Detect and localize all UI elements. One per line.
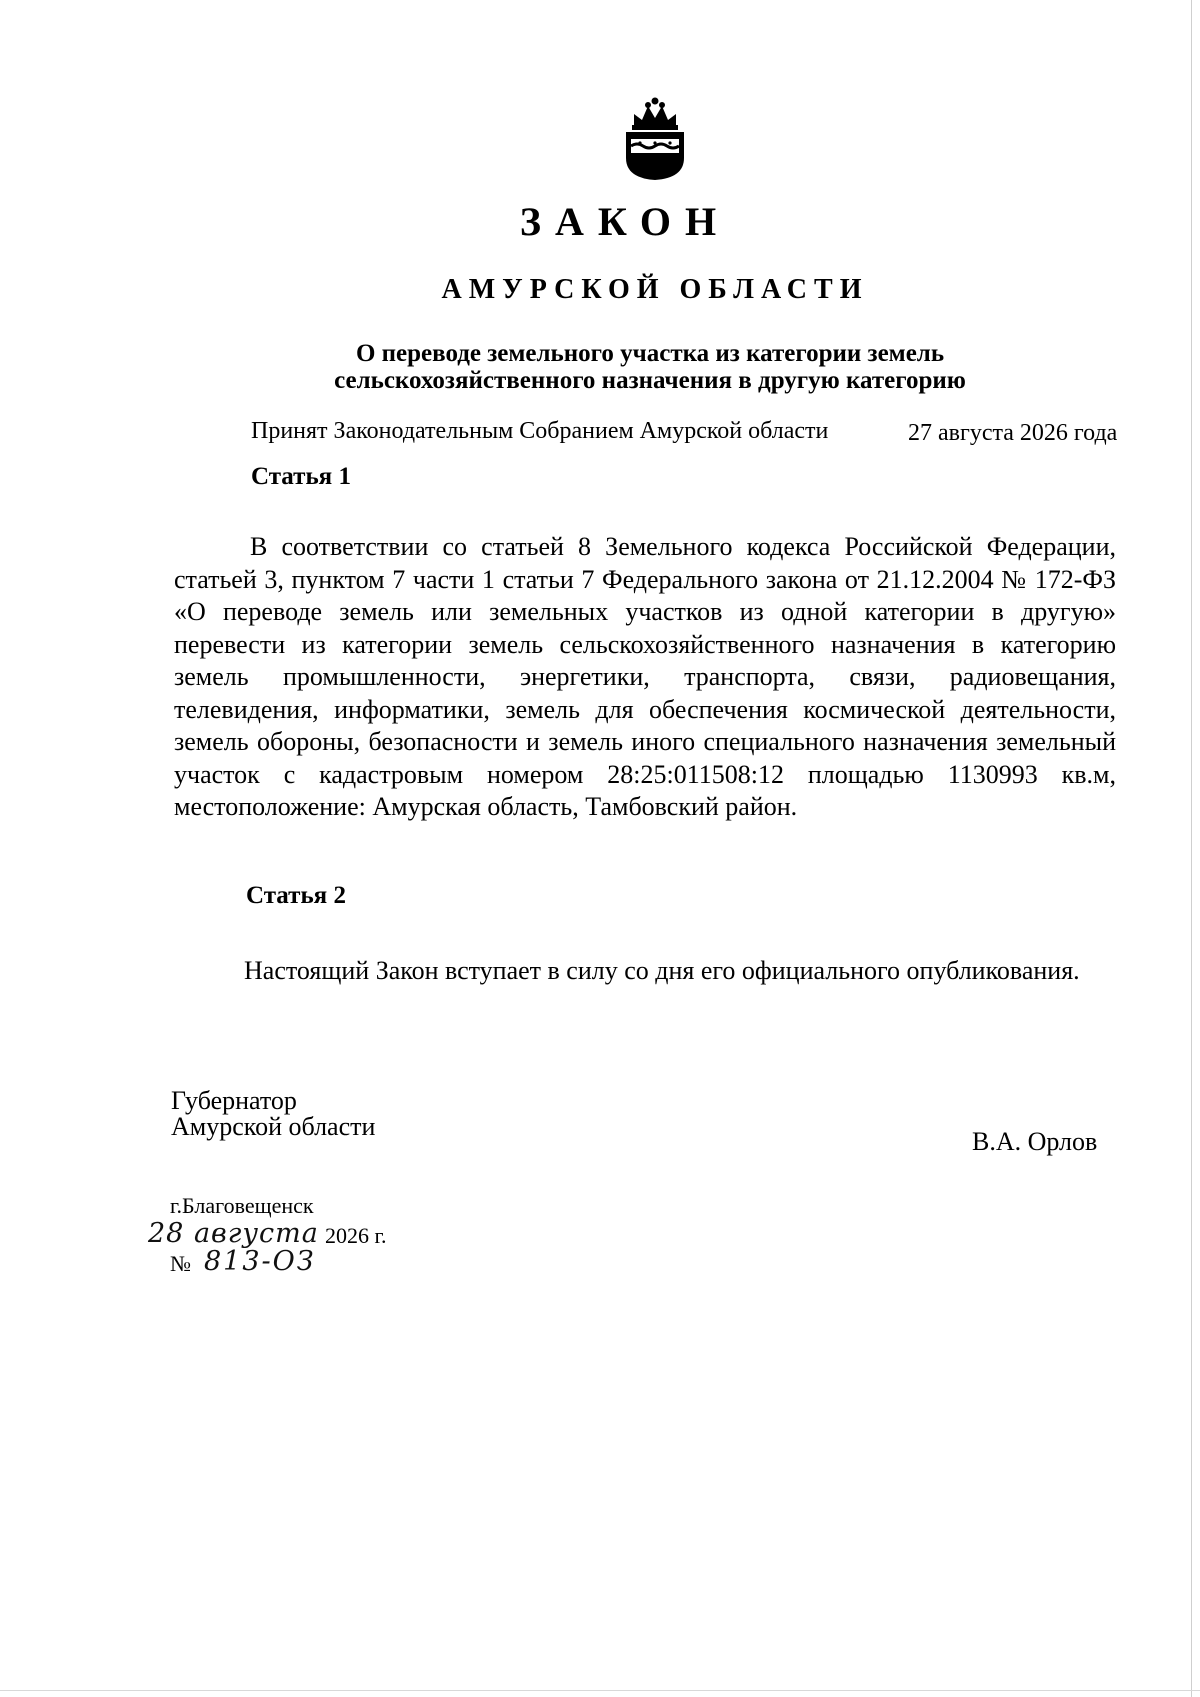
article-1-heading: Статья 1 xyxy=(251,463,351,490)
law-subject xyxy=(250,340,1050,394)
coat-of-arms-icon xyxy=(620,96,690,182)
article-2-heading: Статья 2 xyxy=(246,882,346,909)
signatory-position xyxy=(171,1088,375,1140)
signatory-position-line-2: Амурской области xyxy=(171,1112,376,1141)
number-sign: № xyxy=(170,1251,191,1276)
region-name: АМУРСКОЙ ОБЛАСТИ xyxy=(441,274,869,305)
handwritten-date: 28 августа xyxy=(148,1218,319,1249)
adopted-by: Принят Законодательным Собранием Амурской области xyxy=(251,418,829,444)
article-1-text: В соответствии со статьей 8 Земельного кодекса Российской Федерации, статьей 3, пунктом 7 части 1 статьи 7 Федерального закона от 21.12.2004 № 172-ФЗ «О переводе земель или земельных участков из одной категории в другую» перевести из категории земель сельскохозяйственного назначения в категорию земель промышленности, энергетики, транспорта, связи, радиовещания, телевидения, информатики, земель для обеспечения космической деятельности, земель обороны, безопасности и земель иного специального назначения земельный участок с кадастровым номером 28:25:011508:12 площадью 1130993 кв.м, местоположение: Амурская область, Тамбовский район. xyxy=(174,532,1116,821)
signing-year: 2026 г. xyxy=(325,1223,387,1248)
law-subject-line-1: О переводе земельного участка из категории земель xyxy=(355,340,945,367)
scan-bottom-line xyxy=(0,1690,1200,1691)
law-subject-line-2: сельскохозяйственного назначения в другую категорию xyxy=(334,367,966,394)
signatory-position-line-1: Губернатор xyxy=(171,1086,297,1115)
document-title: ЗАКОН xyxy=(519,199,731,244)
adopted-date: 27 августа 2026 года xyxy=(908,420,1118,446)
handwritten-law-number: 813-ОЗ xyxy=(204,1246,316,1277)
signatory-name: В.А. Орлов xyxy=(972,1127,1098,1156)
signing-place: г.Благовещенск xyxy=(170,1193,314,1218)
article-2-text: Настоящий Закон вступает в силу со дня его официального опубликования. xyxy=(244,956,1080,985)
scan-edge-line xyxy=(1191,0,1192,1697)
